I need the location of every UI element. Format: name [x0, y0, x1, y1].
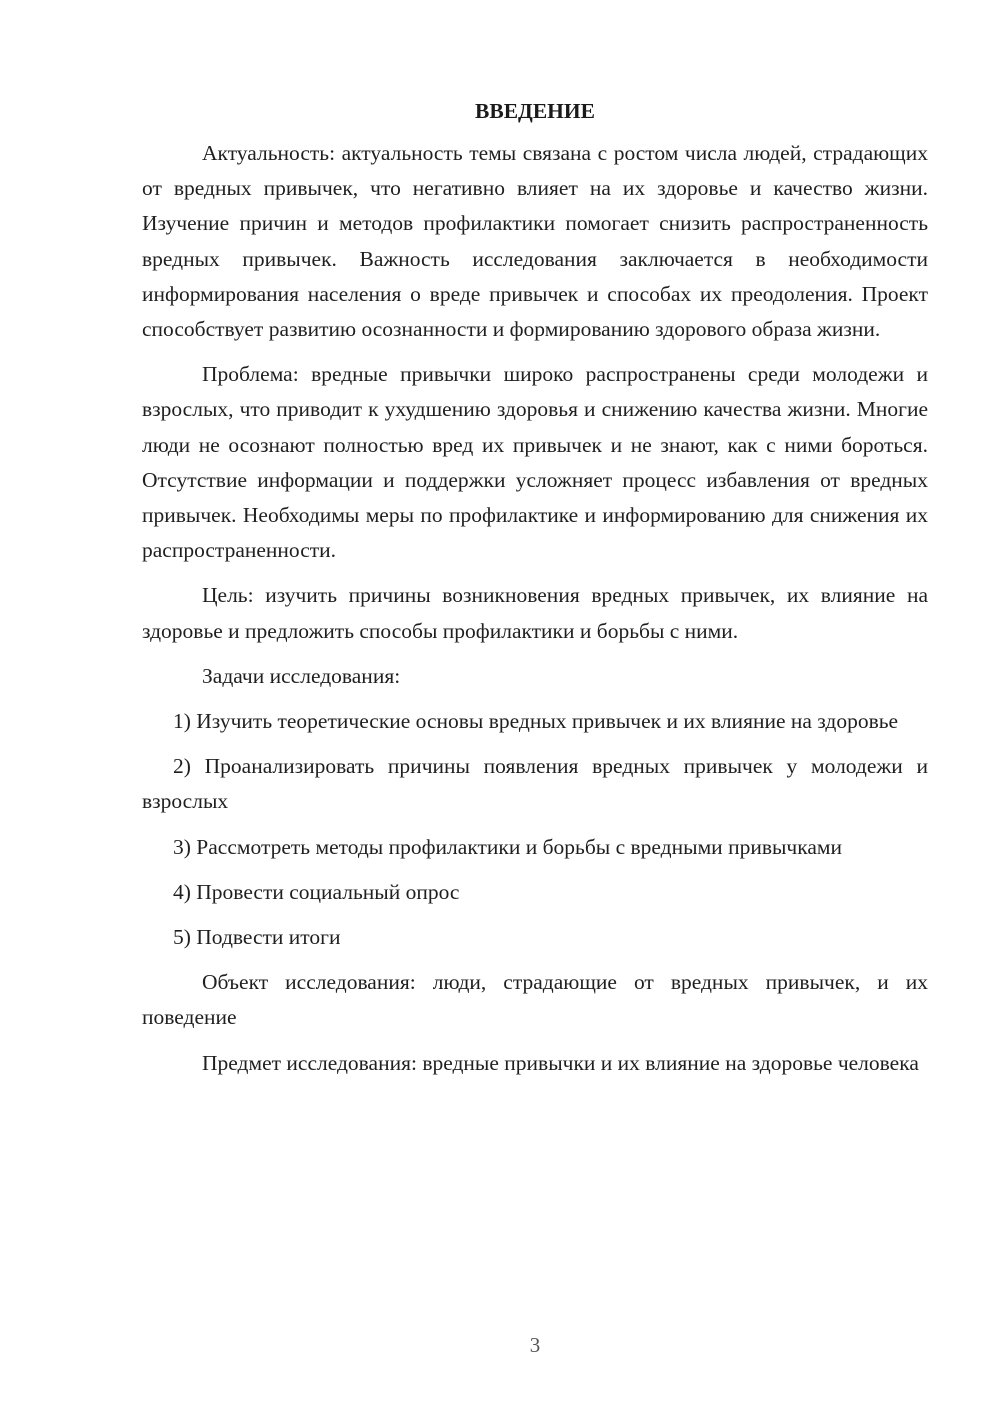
page-content — [142, 96, 928, 1091]
task-item-2: 2) Проанализировать причины появления вредных привычек у молодежи и взрослых — [142, 754, 928, 814]
object-paragraph: Объект исследования: люди, страдающие от вредных привычек, и их поведение — [142, 970, 928, 1030]
problem-paragraph: Проблема: вредные привычки широко распространены среди молодежи и взрослых, что приводит к ухудшению здоровья и снижению качества жизни. Многие люди не осознают полностью вред их привычек и не знают, как с ними бороться. Отсутствие информации и поддержки усложняет процесс избавления от вредных привычек. Необходимы меры по профилактике и информированию для снижения их распространенности. — [142, 362, 928, 563]
section-heading: ВВЕДЕНИЕ — [475, 99, 595, 123]
task-item-3: 3) Рассмотреть методы профилактики и борьбы с вредными привычками — [173, 834, 843, 859]
page-number: 3 — [529, 1333, 541, 1357]
subject-paragraph: Предмет исследования: вредные привычки и их влияние на здоровье человека — [202, 1050, 919, 1075]
goal-paragraph: Цель: изучить причины возникновения вредных привычек, их влияние на здоровье и предложить способы профилактики и борьбы с ними. — [142, 583, 928, 643]
tasks-heading: Задачи исследования: — [202, 663, 401, 688]
task-item-4: 4) Провести социальный опрос — [173, 879, 460, 904]
task-item-5: 5) Подвести итоги — [173, 925, 341, 950]
relevance-paragraph: Актуальность: актуальность темы связана с ростом числа людей, страдающих от вредных привычек, что негативно влияет на их здоровье и качество жизни. Изучение причин и методов профилактики помогает снизить распространенность вредных привычек. Важность исследования заключается в необходимости информирования населения о вреде привычек и способах их преодоления. Проект способствует развитию осознанности и формированию здорового образа жизни. — [142, 141, 928, 342]
task-item-1: 1) Изучить теоретические основы вредных привычек и их влияние на здоровье — [173, 709, 899, 734]
